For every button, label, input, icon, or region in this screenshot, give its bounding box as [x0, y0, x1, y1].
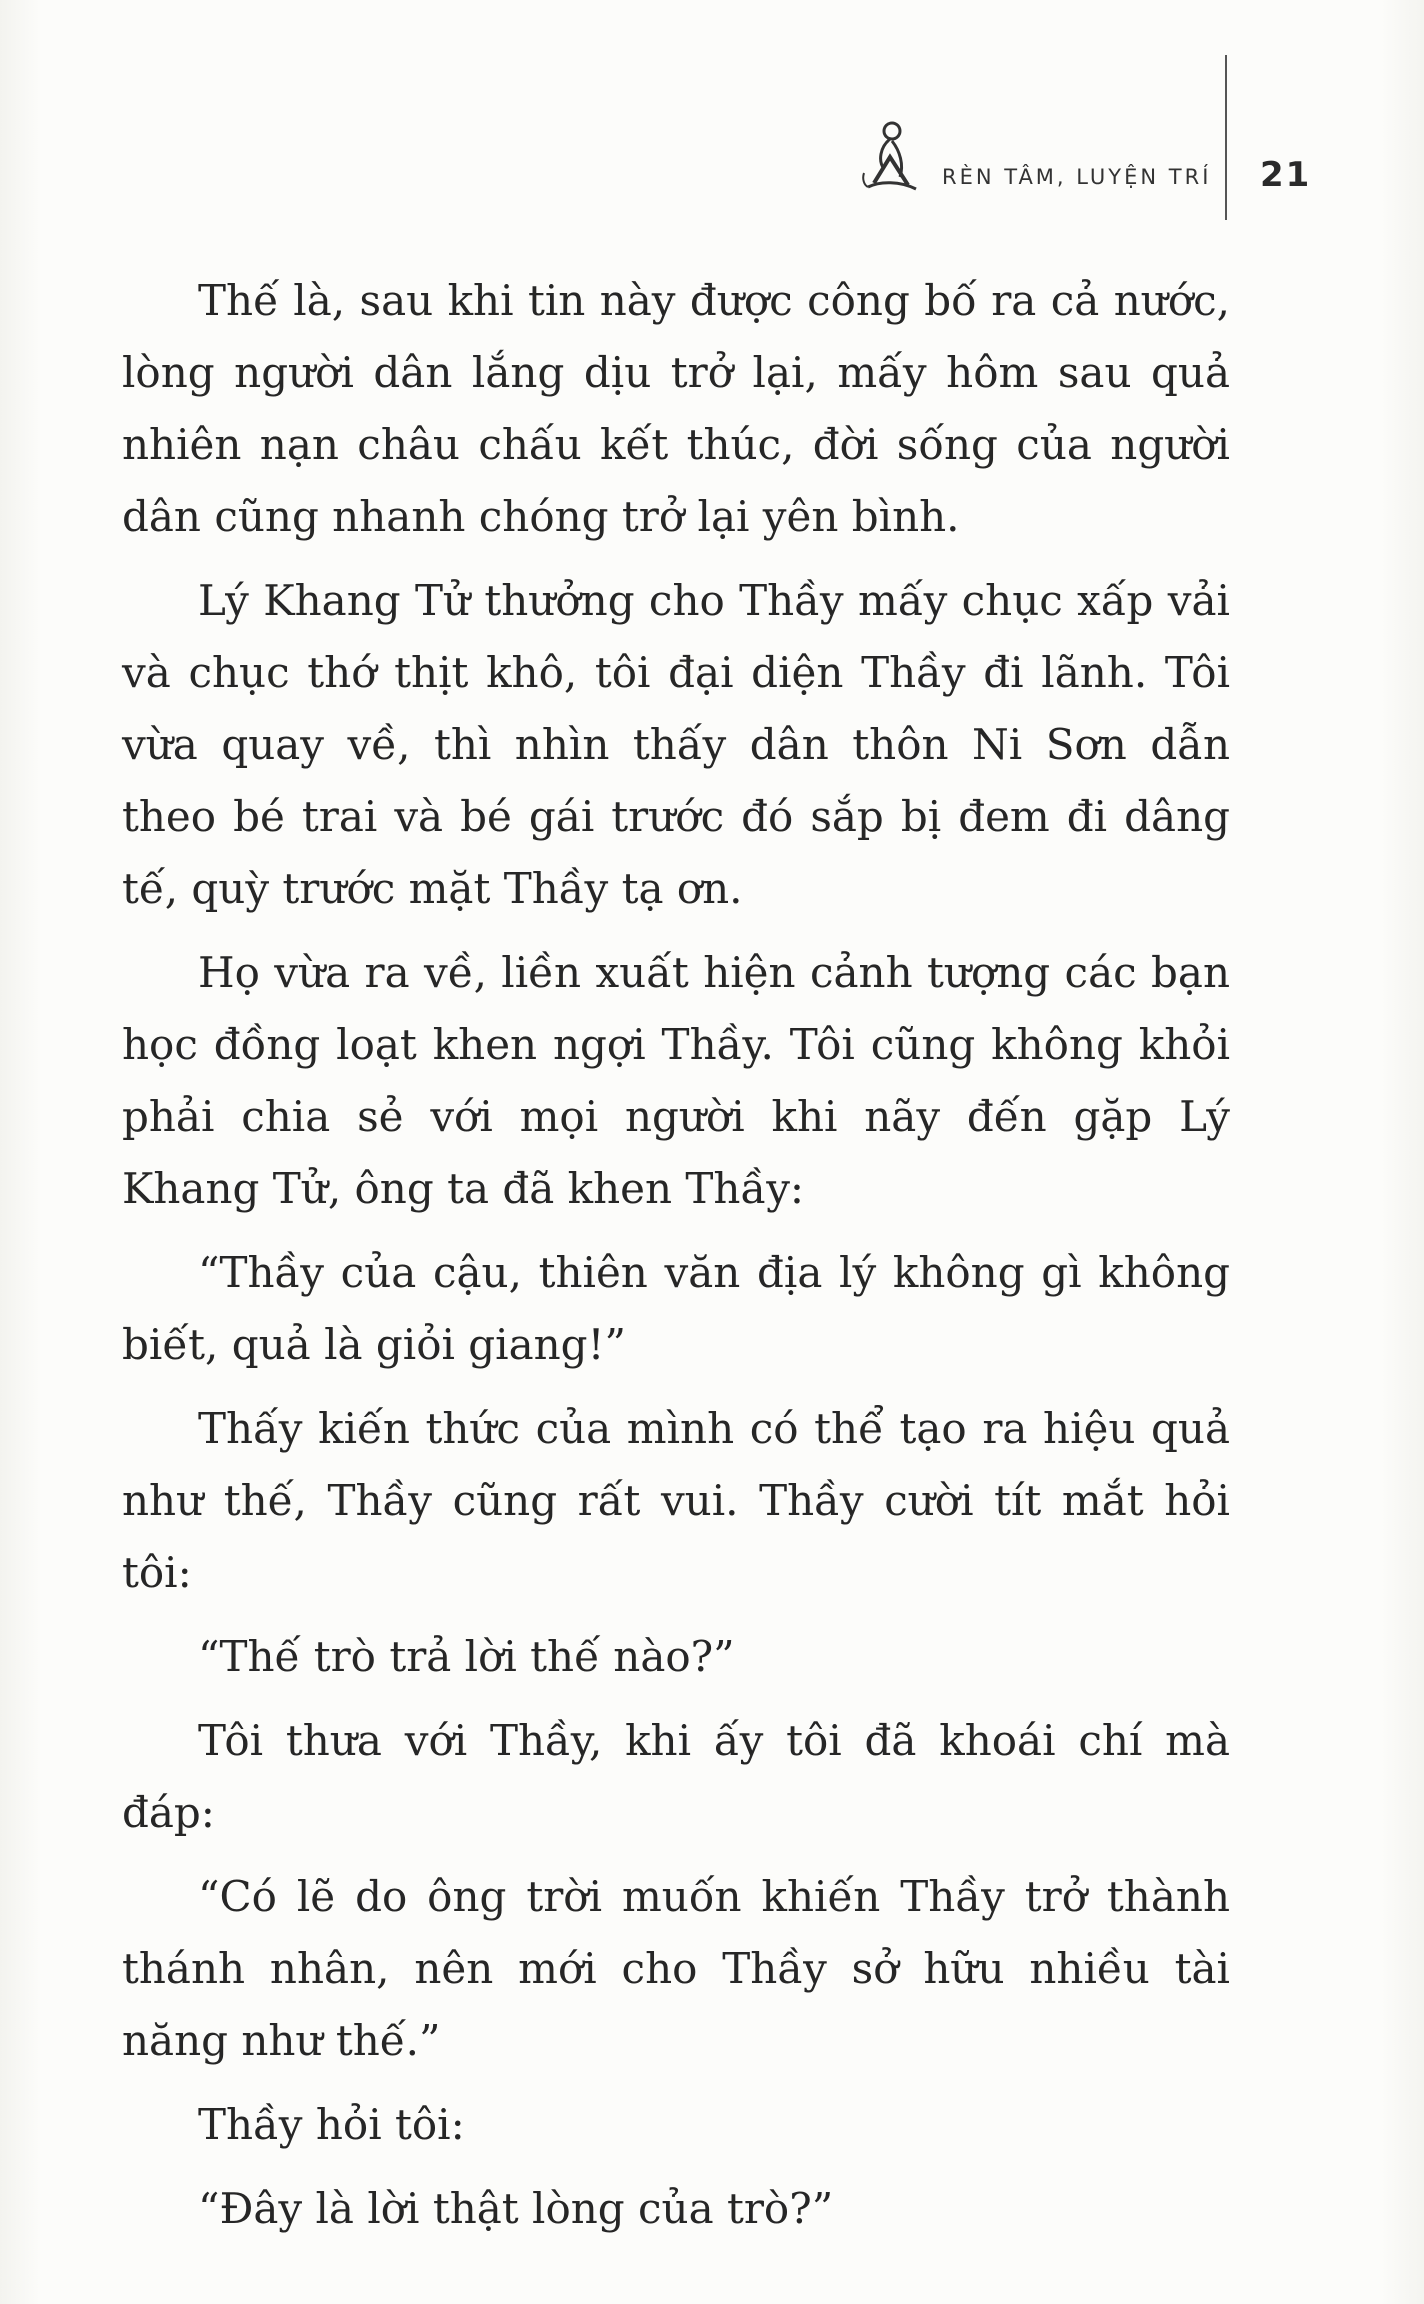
body-text — [122, 265, 1230, 2257]
header-divider — [1225, 55, 1227, 220]
paragraph: Thế là, sau khi tin này được công bố ra cả nước, lòng người dân lắng dịu trở lại, mấy hôm sau quả nhiên nạn châu chấu kết thúc, đời sống của người dân cũng nhanh chóng trở lại yên bình. — [122, 276, 1230, 541]
paragraph: Họ vừa ra về, liền xuất hiện cảnh tượng các bạn học đồng loạt khen ngợi Thầy. Tôi cũng không khỏi phải chia sẻ với mọi người khi nãy đến gặp Lý Khang Tử, ông ta đã khen Thầy: — [122, 948, 1230, 1213]
paragraph: Lý Khang Tử thưởng cho Thầy mấy chục xấp vải và chục thớ thịt khô, tôi đại diện Thầy đi lãnh. Tôi vừa quay về, thì nhìn thấy dân thôn Ni Sơn dẫn theo bé trai và bé gái trước đó sắp bị đem đi dâng tế, quỳ trước mặt Thầy tạ ơn. — [122, 576, 1230, 913]
paragraph: Thấy kiến thức của mình có thể tạo ra hiệu quả như thế, Thầy cũng rất vui. Thầy cười tít mắt hỏi tôi: — [122, 1404, 1230, 1597]
paragraph: Thầy hỏi tôi: — [198, 2100, 465, 2149]
paragraph: Tôi thưa với Thầy, khi ấy tôi đã khoái chí mà đáp: — [122, 1716, 1230, 1837]
scholar-figure-icon — [860, 117, 920, 197]
running-header — [860, 95, 1320, 215]
paragraph: “Thế trò trả lời thế nào?” — [198, 1632, 735, 1681]
paragraph: “Có lẽ do ông trời muốn khiến Thầy trở thành thánh nhân, nên mới cho Thầy sở hữu nhiều tài năng như thế.” — [122, 1872, 1230, 2065]
header-title: RÈN TÂM, LUYỆN TRÍ — [942, 165, 1212, 189]
page-number: 21 — [1260, 155, 1312, 195]
paragraph: “Thầy của cậu, thiên văn địa lý không gì không biết, quả là giỏi giang!” — [122, 1248, 1230, 1369]
paragraph: “Đây là lời thật lòng của trò?” — [198, 2184, 834, 2233]
